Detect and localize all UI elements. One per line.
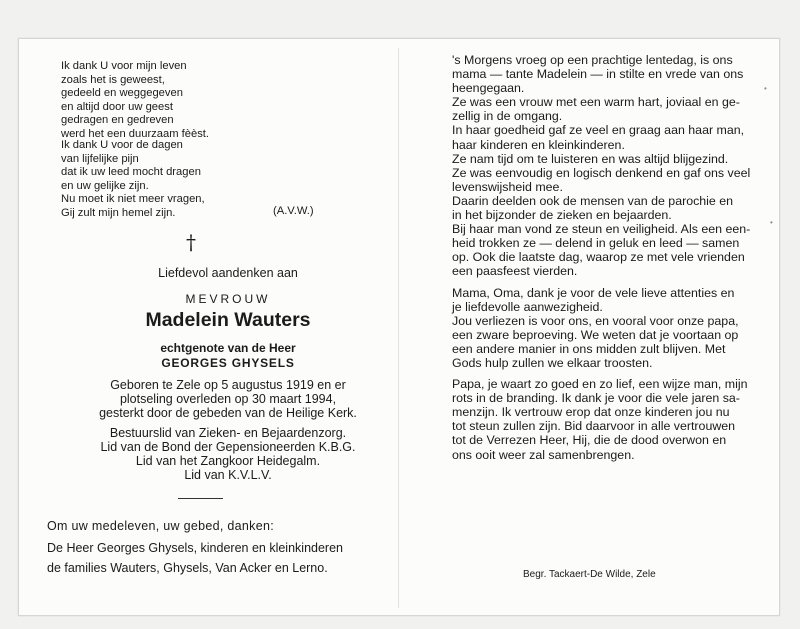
poem-author: (A.V.W.) [273, 205, 314, 217]
printer-credit: Begr. Tackaert-De Wilde, Zele [523, 569, 656, 580]
tribute-line: tot de Verrezen Heer, Hij, die de dood overwon en [452, 433, 727, 448]
paragraph-gap [452, 279, 770, 286]
tribute-line: Ze nam tijd om te luisteren en was altijd blijgezind. [452, 151, 729, 166]
bio-line: Geboren te Zele op 5 augustus 1919 en er [110, 378, 346, 392]
deceased-name: Madelein Wauters [145, 309, 311, 331]
poem-line: van lijfelijke pijn [61, 152, 139, 165]
poem-stanza-2 [61, 139, 205, 220]
tribute-line: Ze was eenvoudig en logisch denkend en gaf ons veel [452, 165, 751, 180]
paper-speck: • [770, 218, 773, 227]
tribute-line: Ze was een vrouw met een warm hart, joviaal en ge- [452, 95, 740, 110]
tribute-line: zellig in de omgang. [452, 109, 563, 124]
poem-line: gedeeld en weggegeven [61, 87, 183, 99]
role-line: Lid van K.V.L.V. [184, 468, 272, 482]
bio-line: plotseling overleden op 30 maart 1994, [119, 392, 337, 406]
tribute-line: een paasfeest vierden. [452, 264, 578, 279]
poem-line: en altijd door uw geest [61, 100, 173, 113]
tribute-line: Jou verliezen is voor ons, en vooral voor onze papa, [452, 313, 739, 328]
tribute-line: heid trokken ze — delend in geluk en leed — samen [452, 236, 740, 251]
role-line: Bestuurslid van Zieken- en Bejaardenzorg. [109, 426, 347, 440]
poem-line: zoals het is geweest, [61, 73, 165, 86]
memorial-line: Liefdevol aandenken aan [158, 266, 298, 280]
tribute-line: ons ooit weer zal samenbrengen. [452, 447, 635, 462]
tribute-line: een zware beproeving. We weten dat je voortaan op [452, 327, 739, 342]
role-line: Lid van de Bond der Gepensioneerden K.B.G. [100, 440, 356, 454]
poem-line: werd het een duurzaam fèèst. [61, 127, 210, 140]
tribute-line: Gods hulp zullen we elkaar troosten. [452, 355, 653, 370]
tribute-line: 's Morgens vroeg op een prachtige lentedag, is ons [452, 53, 733, 67]
spouse-name: GEORGES GHYSELS [161, 356, 295, 370]
poem-line: en uw gelijke zijn. [61, 179, 149, 192]
poem-line: Ik dank U voor de dagen [61, 139, 183, 151]
tribute-line: Mama, Oma, dank je voor de vele lieve attenties en [452, 285, 735, 300]
tribute-line: je liefdevolle aanwezigheid. [452, 299, 603, 314]
divider [178, 498, 223, 499]
bio-line: gesterkt door de gebeden van de Heilige Kerk. [99, 406, 357, 420]
thanks-line: De Heer Georges Ghysels, kinderen en kleinkinderen [47, 541, 343, 555]
paragraph-gap [452, 370, 770, 377]
tribute-line: haar kinderen en kleinkinderen. [452, 137, 625, 152]
tribute-line: Bij haar man vond ze steun en veiligheid. Als een een- [452, 222, 751, 237]
poem-line: Ik dank U voor mijn leven [61, 60, 187, 72]
tribute-line: menzijn. Ik vertrouw erop dat onze kinderen jou nu [452, 405, 730, 420]
tribute-line: In haar goedheid gaf ze veel en graag aan haar man, [452, 123, 745, 138]
tribute-line: mama — tante Madelein — in stilte en vrede van ons [452, 67, 744, 82]
tribute-line: rots in de branding. Ik dank je voor die vele jaren sa- [452, 391, 740, 406]
poem-line: dat ik uw leed mocht dragen [61, 166, 201, 178]
tribute-line: Papa, je waart zo goed en zo lief, een wijze man, mijn [452, 377, 748, 392]
cross-icon: † [186, 230, 196, 254]
thanks-line: de families Wauters, Ghysels, Van Acker en Lerno. [47, 561, 328, 575]
card-fold-line [398, 48, 399, 608]
poem-line: Nu moet ik niet meer vragen, [61, 193, 205, 205]
tribute-line: op. Ook die laatste dag, waarop ze met vele vrienden [452, 250, 745, 265]
tribute-line: in het bijzonder de zieken en bejaarden. [452, 208, 672, 223]
spouse-line: echtgenote van de Heer [160, 341, 296, 355]
roles-list [58, 426, 398, 482]
poem-line: Gij zult mijn hemel zijn. [61, 206, 176, 219]
poem-stanza-1 [61, 60, 209, 141]
biography [58, 378, 398, 420]
tribute-line: levenswijsheid mee. [452, 179, 563, 194]
tribute-line: heengegaan. [452, 81, 525, 96]
poem-line: gedragen en gedreven [61, 114, 174, 126]
tribute-line: een andere manier in ons midden zult blijven. Met [452, 341, 726, 356]
thanks-heading: Om uw medeleven, uw gebed, danken: [47, 519, 274, 533]
tribute-text [452, 53, 770, 462]
tribute-line: Daarin deelden ook de mensen van de parochie en [452, 193, 734, 208]
paper-speck: • [764, 84, 767, 93]
tribute-line: tot steun zullen zijn. Bid daarvoor in alle vertrouwen [452, 419, 736, 434]
title-word: MEVROUW [185, 292, 271, 306]
role-line: Lid van het Zangkoor Heidegalm. [135, 454, 321, 468]
